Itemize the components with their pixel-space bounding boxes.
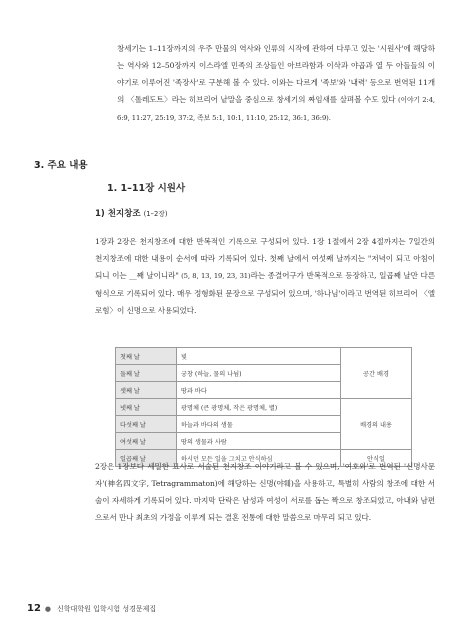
table-cell-day: 넷째 날 xyxy=(116,399,177,416)
body-paragraph-2: 2장은 1장보다 세밀한 묘사로 서술된 천지창조 이야기라고 볼 수 있으며, '여호와'로 번역된 '신명사문자'(神名四文字, Tetragrammaton)에 해당하는 신명(야훼)을 사용하고, 특별히 사람의 창조에 대한 서술이 자세하게 기록되어 있다. 마지막 단락은 남성과 여성이 서로를 돕는 짝으로 창조되었고, 아내와 남편으로서 만나 최초의 가정을 이루게 되는 결혼 전통에 대한 말씀으로 마무리 되고 있다. xyxy=(95,462,435,522)
table-cell-content: 궁창 (하늘, 물의 나뉨) xyxy=(177,365,341,382)
body-paragraph-1 xyxy=(95,233,435,319)
body-p1-reference: (5, 8, 13, 19, 23, 31) xyxy=(178,272,251,280)
table-cell-day: 다섯째 날 xyxy=(116,416,177,433)
bullet-icon: ● xyxy=(44,605,52,613)
subsubsection-title-text: 1) 천지창조 xyxy=(95,209,141,219)
footer-title: 신학대학원 입학시험 성경문제집 xyxy=(57,605,157,613)
table-row xyxy=(116,348,412,365)
subsection-title: 1. 1–11장 시원사 xyxy=(107,183,186,194)
table-cell-category: 공간 배경 xyxy=(341,348,412,399)
body-p1b: 라는 종결어구가 반복적으로 등장하고, 일곱째 날만 다른 형식으로 기록되어 있다. 매우 정형화된 문장으로 구성되어 있으며, '하나님'이라고 번역된 히브리어 〈엘로힘〉이 신명으로 사용되었다. xyxy=(95,271,435,315)
table-cell-day: 첫째 날 xyxy=(116,348,177,365)
intro-paragraph xyxy=(117,40,435,127)
table-cell-content: 빛 xyxy=(177,348,341,365)
table-cell-content: 하시던 모든 일을 그치고 안식하심 xyxy=(177,450,341,467)
table-cell-day: 여섯째 날 xyxy=(116,433,177,450)
table-cell-content: 땅과 바다 xyxy=(177,382,341,399)
table-cell-day: 셋째 날 xyxy=(116,382,177,399)
body-p1a: 1장과 2장은 천지창조에 대한 반복적인 기록으로 구성되어 있다. 1장 1절에서 2장 4절까지는 7일간의 천지창조에 대한 내용이 순서에 따라 기록되어 있다. 첫째 날에서 여섯째 날까지는 "저녁이 되고 아침이 되니 이는 __째 날이니라" xyxy=(95,237,435,280)
page-number: 12 xyxy=(27,603,41,614)
page-footer xyxy=(27,603,156,614)
section-title: 3. 주요 내용 xyxy=(34,160,88,171)
intro-reference: (이야기 2:4, 6:9, 11:27, 25:19, 37:2, 족보 5:1, 10:1, 11:10, 25:12, 36:1, 36:9). xyxy=(117,96,435,122)
creation-table-grid xyxy=(115,347,412,467)
table-cell-day: 둘째 날 xyxy=(116,365,177,382)
table-cell-category: 배경의 내용 xyxy=(341,399,412,450)
intro-text: 창세기는 1–11장까지의 우주 만물의 역사와 인류의 시작에 관하여 다루고 있는 '시원사'에 해당하는 역사와 12–50장까지 이스라엘 민족의 조상들인 아브라함과 이삭과 야곱과 열 두 아들들의 이야기로 이루어진 '족장사'로 구분해 볼 수 있다. 이와는 다르게 '족보'와 '내력' 등으로 번역된 11개의 〈톨레도트〉라는 히브리어 낱말을 중심으로 창세기의 짜임새를 살펴볼 수도 있다 xyxy=(117,44,435,104)
table-cell-content: 땅의 생물과 사람 xyxy=(177,433,341,450)
table-row xyxy=(116,399,412,416)
creation-table xyxy=(115,347,412,467)
subsubsection-note: (1–2장) xyxy=(143,210,168,218)
table-cell-category: 안식일 xyxy=(341,450,412,467)
subsubsection-title xyxy=(95,207,168,219)
table-cell-day: 일곱째 날 xyxy=(116,450,177,467)
table-cell-content: 하늘과 바다의 생물 xyxy=(177,416,341,433)
table-cell-content: 광명체 (큰 광명체, 작은 광명체, 별) xyxy=(177,399,341,416)
